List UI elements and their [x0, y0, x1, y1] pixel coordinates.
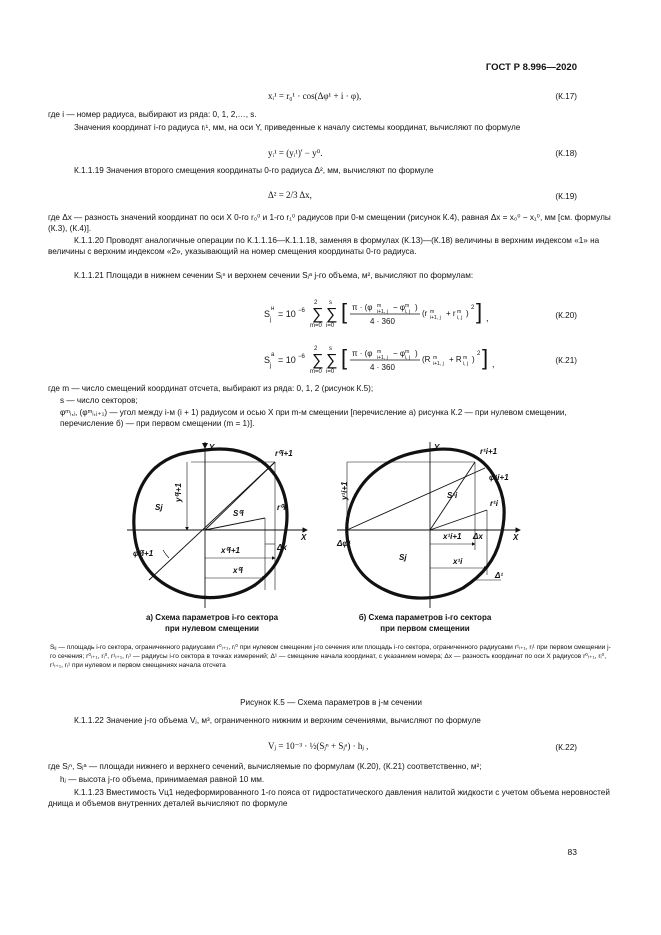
formula-number: (К.17) [555, 92, 577, 101]
svg-text:+ R: + R [449, 355, 462, 364]
svg-text:+ r: + r [446, 309, 456, 318]
svg-text:2: 2 [314, 346, 318, 352]
svg-text:i+1, j: i+1, j [433, 361, 444, 367]
label-phi0: φ⁰i+1 [133, 549, 154, 558]
svg-text:∑: ∑ [326, 352, 338, 369]
paragraph: К.1.1.19 Значения второго смещения координаты 0-го радиуса Δ², мм, вычисляют по формуле [74, 166, 434, 175]
formula-number: (К.21) [555, 356, 577, 365]
formula-k17: xᵢ¹ = r₀¹ · cos(Δφ¹ + i · φ), [268, 91, 362, 101]
svg-text:m: m [463, 355, 468, 361]
svg-text:j: j [270, 317, 272, 323]
svg-text:S: S [264, 309, 271, 319]
paragraph: где m — число смещений координат отсчета, выбирают из ряда: 0, 1, 2 (рисунок К.5); [48, 384, 374, 393]
formula-number: (К.22) [555, 743, 577, 752]
svg-text:4 · 360: 4 · 360 [370, 317, 395, 326]
svg-text:= 10: = 10 [278, 309, 296, 319]
paragraph: φᵐᵢ,ⱼ, (φᵐᵢ,ⱼ₊₁) — угол между i-м (i + 1) радиусом и осью X при m-м смещении [перечисление а) рисунка К.2 — при нулевом смещении, перечисление б) — при первом смещении (m = 1)]. [60, 408, 567, 428]
label-dx: Δx [277, 543, 287, 552]
figure-title: Рисунок К.5 — Схема параметров в j-м сечении [240, 698, 422, 707]
svg-text:m: m [433, 355, 438, 361]
svg-text:): ) [466, 309, 469, 318]
paragraph: где Δx — разность значений координат по оси X 0-го r₀⁰ и 1-го r₁⁰ радиусов при 0-м смещении (рисунок К.4), равная Δx = x₀⁰ − x₁⁰, мм [см. формулы (К.3), (К.4)]. [48, 213, 611, 233]
svg-text:i, j: i, j [457, 315, 462, 321]
label-r1i1: r¹i+1 [480, 447, 498, 456]
svg-text:(r: (r [422, 309, 428, 318]
label-x0i1: x⁰i+1 [221, 546, 240, 555]
svg-text:н: н [271, 306, 275, 312]
formula-k20 [260, 290, 500, 340]
svg-text:− φ: − φ [393, 303, 406, 312]
page-number: 83 [567, 847, 577, 857]
svg-text:[: [ [341, 345, 348, 370]
figure-a-caption: а) Схема параметров i-го сектора при нулевом смещении [145, 613, 279, 633]
svg-text:S: S [264, 355, 271, 365]
svg-text:a: a [271, 352, 275, 358]
label-y0i1: y⁰i+1 [174, 483, 183, 502]
figure-b-caption: б) Схема параметров i-го сектора при первом смещении [358, 613, 492, 633]
svg-text:(R: (R [422, 355, 431, 364]
label-sj: Sj [399, 553, 407, 562]
svg-text:m: m [457, 309, 462, 315]
formula-k21 [260, 336, 510, 386]
paragraph: где Sⱼⁿ, Sⱼᵃ — площади нижнего и верхнего сечений, вычисляемые по формулам (К.20), (К.21) соответственно, м²; [48, 762, 482, 771]
formula-k22: Vⱼ = 10⁻³ · ½(Sⱼⁿ + Sⱼᵃ) · hⱼ , [268, 741, 369, 751]
label-x0i: x⁰i [233, 566, 243, 575]
svg-text:−6: −6 [298, 308, 305, 314]
svg-text:]: ] [482, 345, 489, 370]
svg-text:− φ: − φ [393, 349, 406, 358]
figure-sector-zero-offset [125, 440, 310, 610]
label-dx: Δx [473, 532, 483, 541]
svg-text:,: , [486, 313, 489, 323]
label-y1i1: y¹i+1 [340, 481, 349, 500]
paragraph: hⱼ — высота j-го объема, принимаемая равной 10 мм. [60, 775, 265, 784]
paragraph: К.1.1.21 Площади в нижнем сечении Sⱼⁿ и верхнем сечении Sⱼᵃ j-го объема, м², вычисляют по формулам: [74, 271, 474, 280]
formula-number: (К.18) [555, 149, 577, 158]
svg-text:[: [ [341, 299, 348, 324]
svg-text:]: ] [476, 299, 483, 324]
paragraph: где i — номер радиуса, выбирают из ряда: 0, 1, 2,…, s. [48, 110, 257, 119]
paragraph: s — число секторов; [60, 396, 138, 405]
svg-text:π · (φ: π · (φ [352, 303, 373, 312]
svg-text:s: s [329, 346, 332, 352]
svg-text:i, j: i, j [405, 309, 410, 315]
svg-text:i=0: i=0 [326, 323, 335, 329]
axis-y-label: Y [209, 443, 215, 452]
svg-text:π · (φ: π · (φ [352, 349, 373, 358]
svg-text:2: 2 [471, 305, 475, 311]
axis-x-label: X [513, 533, 519, 542]
label-r0i1: r⁰i+1 [275, 449, 293, 458]
svg-text:): ) [415, 303, 418, 312]
svg-text:i, j: i, j [405, 355, 410, 361]
label-s0i: S⁰i [233, 509, 244, 518]
svg-text:2: 2 [314, 300, 318, 306]
formula-k19: Δ² = 2/3 Δx, [268, 190, 312, 200]
figure-note: Sᵢⱼ — площадь i-го сектора, ограниченного радиусами r⁰ᵢ₊₁, rᵢ⁰ при нулевом смещении j-го сечения или площадь i-го сектора, ограниченного радиусами r¹ᵢ₊₁, rᵢ¹ при первом смещении j-го сечения; r⁰ᵢ₊₁, rᵢ⁰, r¹ᵢ₊₁, rᵢ¹ — радиусы i-го сектора в точках измерений; Δ¹ — смещение начала координат, с указанием номера; Δx — разность координат по оси X радиусов r⁰ᵢ₊₁, rᵢ⁰, r¹ᵢ₊₁, rᵢ¹ при нулевом и первом смещениях начала отсчета [50, 644, 611, 670]
svg-text:2: 2 [477, 351, 481, 357]
svg-text:i=0: i=0 [326, 369, 335, 375]
svg-text:,: , [492, 359, 495, 369]
svg-text:m=0: m=0 [310, 369, 322, 375]
paragraph: К.1.1.22 Значение j-го объема Vⱼ, м³, ограниченного нижним и верхним сечениями, вычисляют по формуле [74, 716, 481, 725]
figure-sector-first-offset [335, 440, 525, 610]
svg-text:m: m [430, 309, 435, 315]
label-dphi1: Δφ¹ [337, 539, 351, 548]
svg-text:m: m [377, 349, 382, 355]
label-sj: Sj [155, 503, 163, 512]
svg-text:∑: ∑ [312, 306, 324, 323]
svg-text:j: j [270, 363, 272, 369]
svg-text:i+1, j: i+1, j [430, 315, 441, 321]
svg-text:): ) [415, 349, 418, 358]
label-r0i: r⁰i [277, 503, 286, 512]
formula-number: (К.19) [555, 192, 577, 201]
svg-text:m=0: m=0 [310, 323, 322, 329]
paragraph: К.1.1.23 Вместимость Vц1 недеформированного 1-го пояса от гидростатического давления налитой жидкости с учетом объема неровностей днища и объемов внутренних деталей вычисляют по формуле [48, 788, 610, 808]
label-phi1: φ¹i+1 [489, 473, 509, 482]
axis-y-label: Y [434, 443, 440, 452]
label-r1i: r¹i [490, 499, 498, 508]
svg-text:m: m [377, 303, 382, 309]
svg-text:∑: ∑ [312, 352, 324, 369]
label-x1i: x¹i [453, 557, 463, 566]
svg-text:): ) [472, 355, 475, 364]
axis-x-label: X [301, 533, 307, 542]
formula-number: (К.20) [555, 311, 577, 320]
svg-text:−6: −6 [298, 354, 305, 360]
formula-k18: yᵢ¹ = (yᵢ¹)' − y⁰. [268, 148, 323, 158]
label-delta1: Δ¹ [495, 571, 504, 580]
svg-text:s: s [329, 300, 332, 306]
svg-text:∑: ∑ [326, 306, 338, 323]
svg-text:= 10: = 10 [278, 355, 296, 365]
document-header: ГОСТ Р 8.996—2020 [485, 62, 577, 73]
svg-text:i+1, j: i+1, j [377, 309, 388, 315]
paragraph: К.1.1.20 Проводят аналогичные операции по К.1.1.16—К.1.1.18, заменяя в формулах (К.13)—(К.18) величины в верхним индексом «1» на величины с верхним индексом «2», указывающий на номер смещения координаты 0-го радиуса. [48, 236, 600, 256]
label-s1i: S¹i [447, 491, 458, 500]
svg-text:4 · 360: 4 · 360 [370, 363, 395, 372]
label-x1i1: x¹i+1 [443, 532, 462, 541]
svg-text:m: m [405, 303, 410, 309]
svg-text:i+1, j: i+1, j [377, 355, 388, 361]
svg-text:i, j: i, j [463, 361, 468, 367]
svg-text:m: m [405, 349, 410, 355]
paragraph: Значения координат i-го радиуса rᵢ¹, мм, на оси Y, приведенные к началу системы координат, вычисляют по формуле [74, 123, 521, 132]
